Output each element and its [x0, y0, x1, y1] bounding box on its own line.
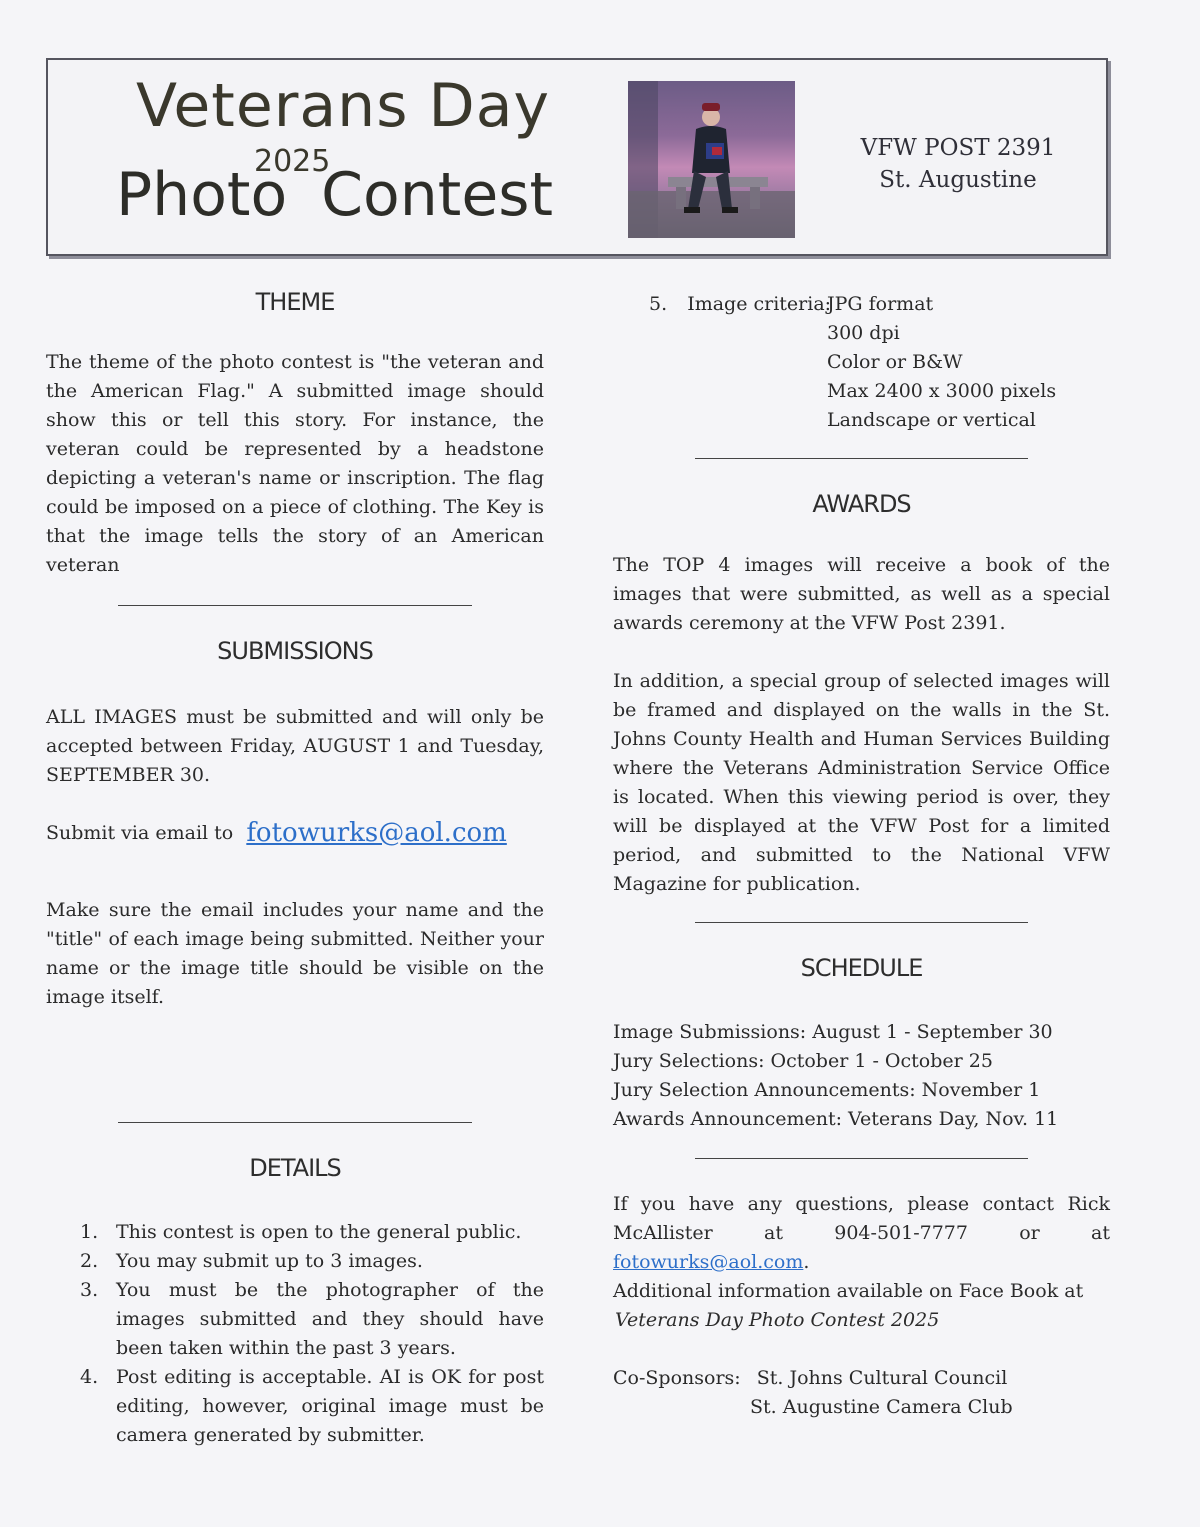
contact-block: If you have any questions, please contact Rick McAllister at 904-501-7777 or at fotowurks@aol.com.: [613, 1193, 1110, 1273]
awards-para-1: The TOP 4 images will receive a book of the images that were submitted, as well as a special awards ceremony at the VFW Post 2391.: [613, 554, 1110, 634]
awards-heading: AWARDS: [812, 490, 911, 518]
title-veterans-day: Veterans Day: [136, 71, 551, 141]
facebook-page-name: Veterans Day Photo Contest 2025: [615, 1309, 940, 1331]
criteria-label: Image criteria:: [687, 293, 832, 315]
divider: [695, 458, 1028, 459]
details-item: 2. You may submit up to 3 images.: [80, 1250, 423, 1272]
schedule-item: Awards Announcement: Veterans Day, Nov. 11: [613, 1108, 1059, 1130]
divider: [695, 1158, 1028, 1159]
criteria-value: Max 2400 x 3000 pixels: [827, 380, 1057, 402]
submit-email-link[interactable]: fotowurks@aol.com: [246, 818, 507, 848]
details-item: 3. You must be the photographer of the images submitted and they should have been taken within the past 3 years.: [80, 1279, 544, 1359]
details-item: 4. Post editing is acceptable. AI is OK for post editing, however, original image must be camera generated by submitter.: [80, 1366, 544, 1446]
theme-heading: THEME: [255, 288, 335, 316]
org-location: St. Augustine: [879, 167, 1037, 193]
awards-para-2: In addition, a special group of selected images will be framed and displayed on the walls in the St. Johns County Health and Human Services Building where the Veterans Administration Service Office is located. When this viewing period is over, they will be displayed at the VFW Post for a limited period, and submitted to the National VFW Magazine for publication.: [613, 670, 1110, 895]
submissions-heading: SUBMISSIONS: [217, 637, 373, 665]
criteria-value: 300 dpi: [827, 322, 900, 344]
schedule-item: Jury Selection Announcements: November 1: [613, 1079, 1041, 1101]
veteran-photo: [628, 81, 795, 238]
cosponsor-name: St. Johns Cultural Council: [756, 1367, 1008, 1389]
criteria-value: Landscape or vertical: [827, 409, 1036, 431]
schedule-item: Jury Selections: October 1 - October 25: [613, 1050, 993, 1072]
contact-text: If you have any questions, please contact Rick McAllister at 904-501-7777 or at: [613, 1193, 1110, 1244]
submissions-text: ALL IMAGES must be submitted and will only be accepted between Friday, AUGUST 1 and Tuesday, SEPTEMBER 30.: [46, 706, 544, 786]
title-year: 2025: [254, 144, 331, 179]
image-criteria: [649, 290, 1109, 435]
schedule-list: [613, 1018, 1110, 1134]
criteria-value: Color or B&W: [827, 351, 963, 373]
details-list: [46, 1218, 544, 1450]
schedule-item: Image Submissions: August 1 - September 30: [613, 1021, 1053, 1043]
organization-block: [820, 132, 1096, 196]
contact-email-link[interactable]: fotowurks@aol.com: [613, 1251, 804, 1273]
submit-email-prefix: Submit via email to: [46, 822, 234, 844]
veteran-photo-image: [628, 81, 795, 238]
theme-text: The theme of the photo contest is "the veteran and the American Flag." A submitted image should show this or tell this story. For instance, the veteran could be represented by a headstone depicting a veteran's name or inscription. The flag could be imposed on a piece of clothing. The Key is that the image tells the story of an American veteran: [46, 351, 544, 576]
submit-email-line: [46, 818, 544, 848]
org-name: VFW POST 2391: [860, 135, 1056, 161]
criteria-value: JPG format: [827, 293, 934, 315]
cosponsors-label: Co-Sponsors:: [613, 1367, 741, 1389]
divider: [118, 1122, 472, 1123]
divider: [695, 922, 1028, 923]
facebook-text: Additional information available on Face Book at: [613, 1280, 1084, 1302]
cosponsor-name: St. Augustine Camera Club: [750, 1396, 1013, 1418]
divider: [118, 605, 472, 606]
title-photo-word: Photo: [116, 160, 288, 230]
title-contest-word: Contest: [321, 160, 554, 230]
criteria-number: 5.: [649, 293, 668, 315]
schedule-heading: SCHEDULE: [800, 954, 923, 982]
details-item: 1. This contest is open to the general public.: [80, 1221, 522, 1243]
cosponsors: [613, 1364, 1110, 1422]
submissions-note: Make sure the email includes your name and the "title" of each image being submitted. Neither your name or the image title should be visible on the image itself.: [46, 899, 544, 1008]
details-heading: DETAILS: [249, 1154, 341, 1182]
